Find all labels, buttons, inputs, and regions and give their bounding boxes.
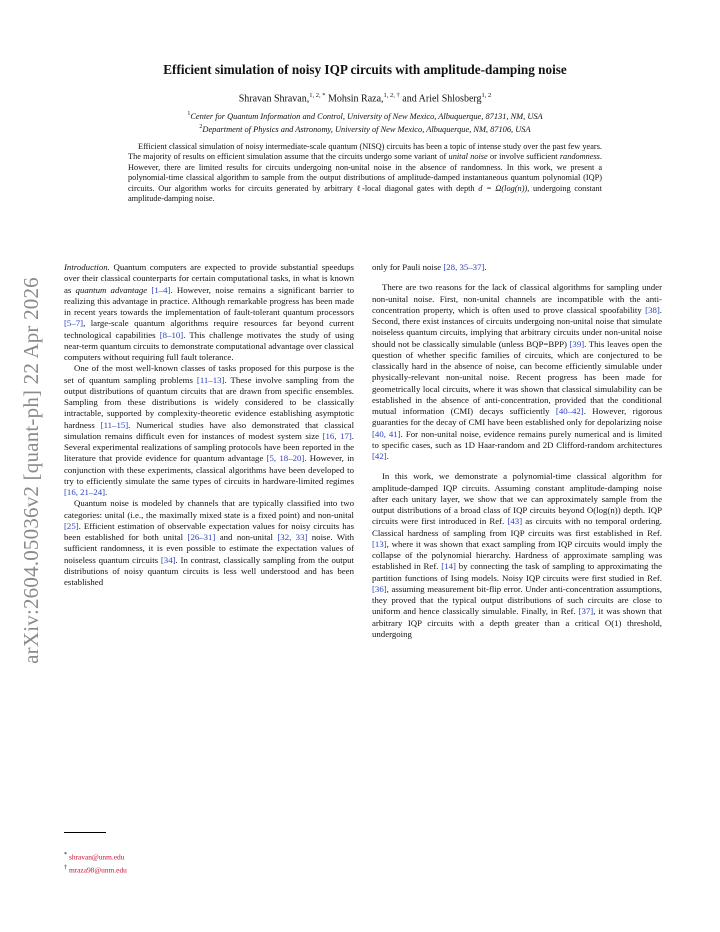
citation-link[interactable]: [5–7] [64,318,84,329]
citation-link[interactable]: [40, 41] [372,428,401,439]
citation-link[interactable]: [43] [507,516,523,527]
citation-link[interactable]: [1–4] [151,284,171,295]
citation-link[interactable]: [40–42] [555,406,584,416]
footnote-2: † mraza98@unm.edu [64,864,127,875]
author-list [60,92,670,104]
author-2-affil: 1, 2, † [383,92,400,99]
citation-link[interactable]: [8–10] [159,329,184,340]
intro-paragraph-2: One of the most well-known classes of tasks proposed for this purpose is the set of quantum sampling problems [11–13]. These involve sampling from the output distributions of quantum circuits that are drawn from specific ensembles. Sampling from these distributions is widely considered to be classically intractable, supported by complexity-theoretic evidence establishing asymptotic hardness [11–15]. Numerical studies have also demonstrated that classical simulation remains difficult even for instances of modest system size [16, 17]. Several experimental realizations of sampling protocols have been reported in the literature that provide evidence for quantum advantage [5, 18–20]. However, in conjunction with these experiments, classical algorithms have been developed to try to efficiently simulate the same types of circuits in hardware-limited regimes [16, 21–24]. [64,363,355,497]
citation-link[interactable]: [34] [160,554,176,565]
this-work-paragraph: In this work, we demonstrate a polynomial-time classical algorithm for amplitude-damped IQP circuits. Assuming constant amplitude-damping noise after each unitary layer, we show that we can approximately sample from the output distributions of a broad class of IQP circuits beyond O(log(n)) depth. IQP circuits were first introduced in Ref. [43] as circuits with no temporal ordering. Classical hardness of sampling from IQP circuits was first established in Ref. [13], where it was shown that exact sampling from IQP circuits would imply the collapse of the polynomial hierarchy. Hardness of approximate sampling was established in Ref. [14] by connecting the task of sampling to approximating the partition functions of Ising models. Noisy IQP circuits were first studied in Ref. [36], assuming measurement bit-flip error. Under anti-concentration assumptions, they proved that the typical output distributions of such circuits are close to uniform and hence classically simulable. Finally, in Ref. [37], it was shown that arbitrary IQP circuits with a depth greater than a critical O(1) threshold, undergoing [372,471,662,639]
citation-link[interactable]: [28, 35–37] [443,262,485,272]
citation-link[interactable]: [5, 18–20] [266,453,305,464]
citation-link[interactable]: [11–13] [196,374,225,385]
citation-link[interactable]: [32, 33] [277,532,308,542]
citation-link[interactable]: [14] [441,561,456,572]
citation-link[interactable]: [38] [645,304,660,315]
citation-link[interactable]: [16, 17] [322,430,352,441]
depth-formula: d = Ω(log(n)) [478,183,528,193]
arxiv-identifier-stamp [14,260,48,680]
right-column [372,262,662,640]
citation-link[interactable]: [25] [64,520,79,531]
section-label-introduction: Introduction. [64,262,110,272]
author-3-affil: 1, 2 [481,92,492,99]
non-unital-paragraph: There are two reasons for the lack of classical algorithms for sampling under non-unital noise. First, non-unital channels are incompatible with the anti-concentration property, which is often used to prove classical spoofability [38]. Second, there exist instances of circuits undergoing non-unital noise that simulate noiseless quantum circuits, implying that arbitrary circuits under non-unital noise should not be classically simulable (unless BQP=BPP) [39]. This leaves open the question of whether specific families of circuits, which are conjectured to be classically hard in the absence of noise, can become efficiently simulable under physically-relevant non-unital noise. Recent progress has been made for geometrically local circuits, where it was shown that classical simulability can be established in the absence of anti-concentration, provided that the conditional mutual information (CMI) decays sufficiently [40–42]. However, rigorous guaranties for the decay of CMI have been established only for depolarizing noise [40, 41]. For non-unital noise, evidence remains purely numerical and is limited to specific cases, such as 1D Haar-random and 2D Clifford-random architectures [42]. [372,282,663,461]
citation-link[interactable]: [13] [372,538,387,549]
author-2: Mohsin Raza, [327,93,384,105]
author-1-affil: 1, 2, * [309,92,326,99]
paper-title: Efficient simulation of noisy IQP circuits with amplitude-damping noise [163,62,567,77]
affiliations [60,109,670,135]
citation-link[interactable]: [37] [578,606,594,617]
intro-paragraph-3: Quantum noise is modeled by channels that are typically classified into two categories: unital (i.e., the maximally mixed state is a fixed point) and non-unital [25]. Efficient estimation of observable expectation values for noisy circuits has been established for both unital [26–31] and non-unital [32, 33] noise. With sufficient randomness, it is even possible to estimate the expectation values of noiseless quantum circuits [34]. In contrast, classically sampling from the output distributions of noisy quantum circuits is less well understood and has been established [64,498,355,587]
continued-paragraph: only for Pauli noise [28, 35–37]. [372,262,487,272]
email-link-raza[interactable]: mraza98@unm.edu [68,865,127,875]
footnote-1: * shravan@unm.edu [64,852,125,862]
affiliation-2: $^2$Department of Physics and Astronomy, University of New Mexico, Albuquerque, NM, 87106, USA [199,123,531,134]
citation-link[interactable]: [16, 21–24] [64,487,106,497]
arxiv-identifier-text: arXiv:2604.05036v2 [quant-ph] 22 Apr 2026 [18,276,43,664]
intro-paragraph-1: Introduction. Quantum computers are expected to provide substantial speedups over their classical counterparts for certain computational tasks, in what is known as quantum advantage [1–4]. However, noise remains a significant barrier to realizing this advantage in practice. Although remarkable progress has been made in recent years towards the implementation of fault-tolerant quantum processors [5–7], large-scale quantum algorithms require resources far beyond current technological capabilities [8–10]. This challenge motivates the study of using near-term quantum circuits to demonstrate computational advantage over classical computers without requiring full fault tolerance. [64,262,355,362]
left-column [64,262,354,588]
footnote-rule [64,832,106,833]
author-1: Shravan Shravan, [238,93,310,105]
citation-link[interactable]: [26–31] [187,532,216,542]
citation-link[interactable]: [39] [569,338,585,349]
abstract: Efficient classical simulation of noisy intermediate-scale quantum (NISQ) circuits has been a topic of intense study over the past few years. The majority of results on efficient simulation assume that the circuits undergo some variant of unital noise or involve sufficient randomness. However, there are limited results for circuits undergoing non-unital noise in the absence of randomness. In this work, we present a polynomial-time classical algorithm to sample from the output distributions of amplitude-damped instantaneous quantum polynomial (IQP) circuits. Our algorithm works for circuits generated by arbitrary ℓ-local diagonal gates with depth d = Ω(log(n)), undergoing constant amplitude-damping noise. [128,142,603,204]
citation-link[interactable]: [36] [372,583,387,594]
footnotes [64,850,127,876]
author-3: and Ariel Shlosberg [402,93,482,105]
affiliation-1: $^1$Center for Quantum Information and Control, University of New Mexico, Albuquerque, 87131, NM, USA [187,111,543,121]
citation-link[interactable]: [11–15] [100,419,129,430]
citation-link[interactable]: [42] [372,451,387,461]
email-link-shravan[interactable]: shravan@unm.edu [68,852,125,862]
